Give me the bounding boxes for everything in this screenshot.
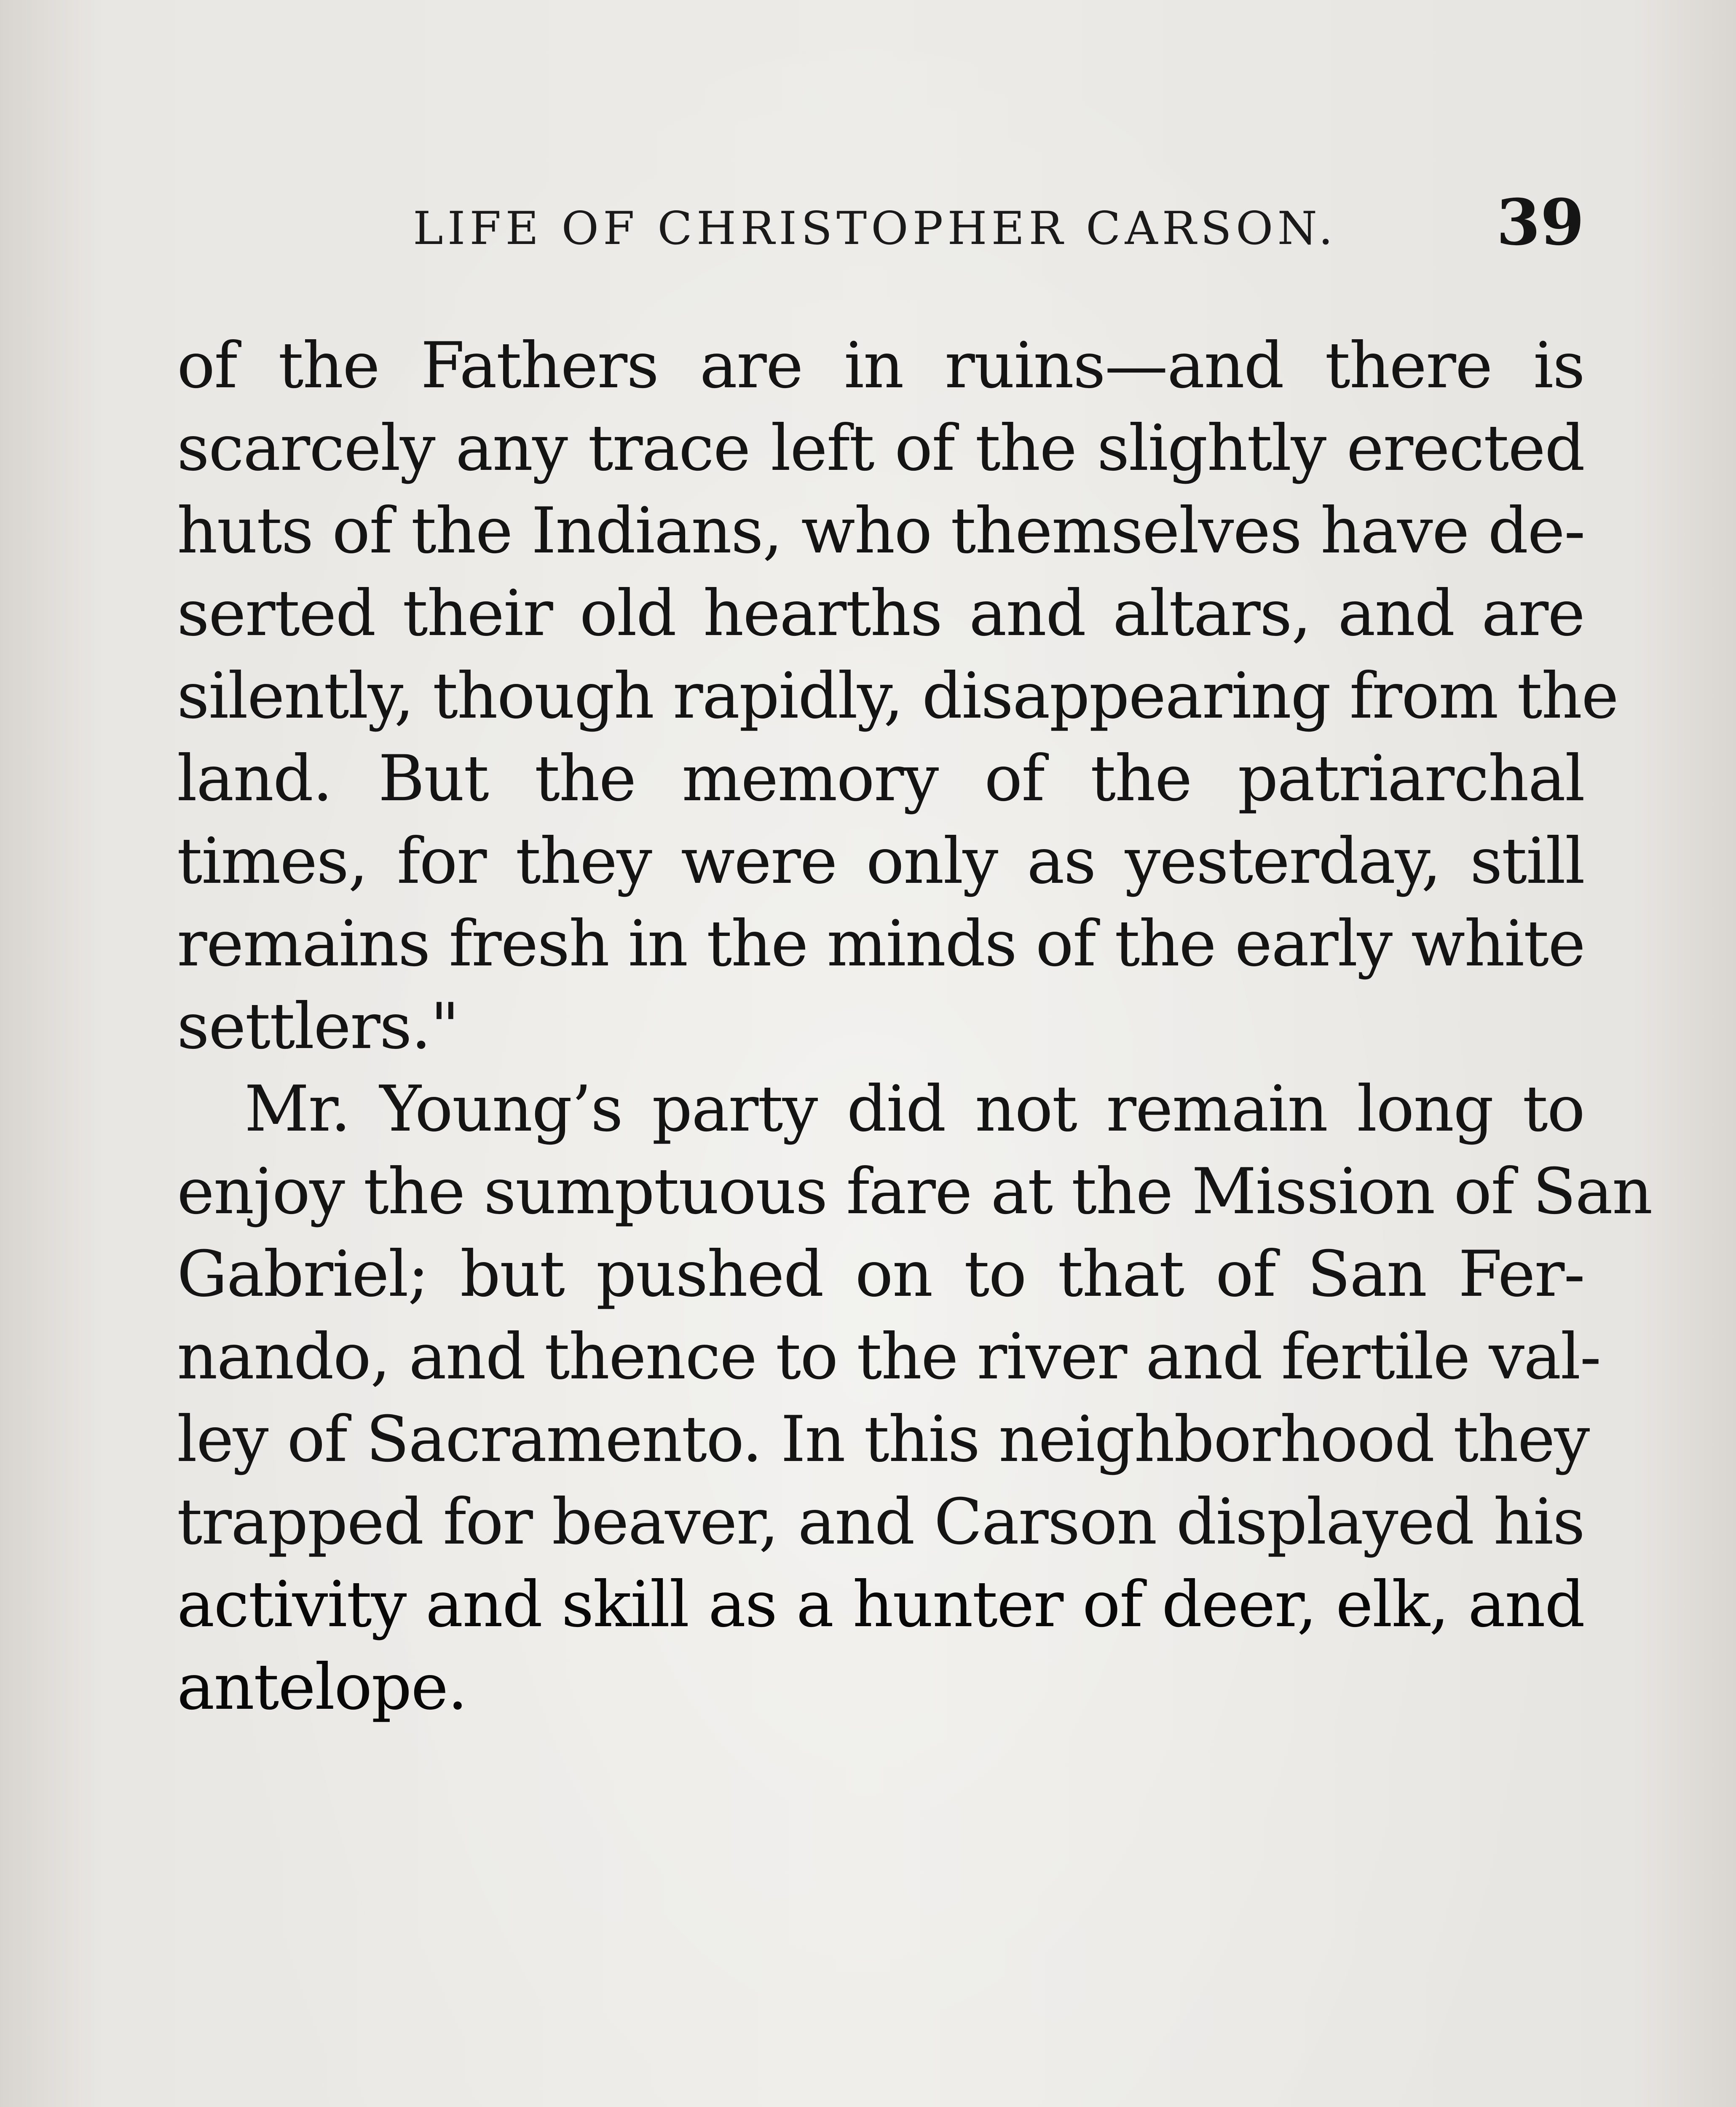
text-line: serted their old hearths and altars, and are — [177, 577, 1584, 650]
text-line: silently, though rapidly, disappearing from the — [177, 659, 1618, 733]
text-line: antelope. — [177, 1651, 467, 1724]
text-line: nando, and thence to the river and fertile val- — [177, 1320, 1601, 1394]
text-line: Gabriel; but pushed on to that of San Fer- — [177, 1238, 1584, 1311]
text-line: remains fresh in the minds of the early white — [177, 907, 1585, 981]
body-text — [177, 324, 1652, 1729]
text-line: trapped for beaver, and Carson displayed his — [177, 1485, 1584, 1559]
text-line: scarcely any trace left of the slightly erected — [177, 412, 1584, 485]
page-header — [177, 185, 1584, 270]
page-number: 39 — [1496, 185, 1584, 260]
text-line: land. But the memory of the patriarchal — [177, 742, 1584, 815]
text-line: huts of the Indians, who themselves have de- — [177, 494, 1585, 568]
text-line: enjoy the sumptuous fare at the Mission of San — [177, 1155, 1652, 1228]
text-line: activity and skill as a hunter of deer, elk, and — [177, 1568, 1584, 1641]
text-line: ley of Sacramento. In this neighborhood they — [177, 1403, 1589, 1476]
text-line: times, for they were only as yesterday, still — [177, 825, 1584, 898]
paragraph-first-line: Mr. Young’s party did not remain long to — [244, 1072, 1584, 1146]
text-line: settlers." — [177, 990, 459, 1063]
running-title: LIFE OF CHRISTOPHER CARSON. — [413, 202, 1337, 255]
text-line: of the Fathers are in ruins—and there is — [177, 329, 1584, 402]
